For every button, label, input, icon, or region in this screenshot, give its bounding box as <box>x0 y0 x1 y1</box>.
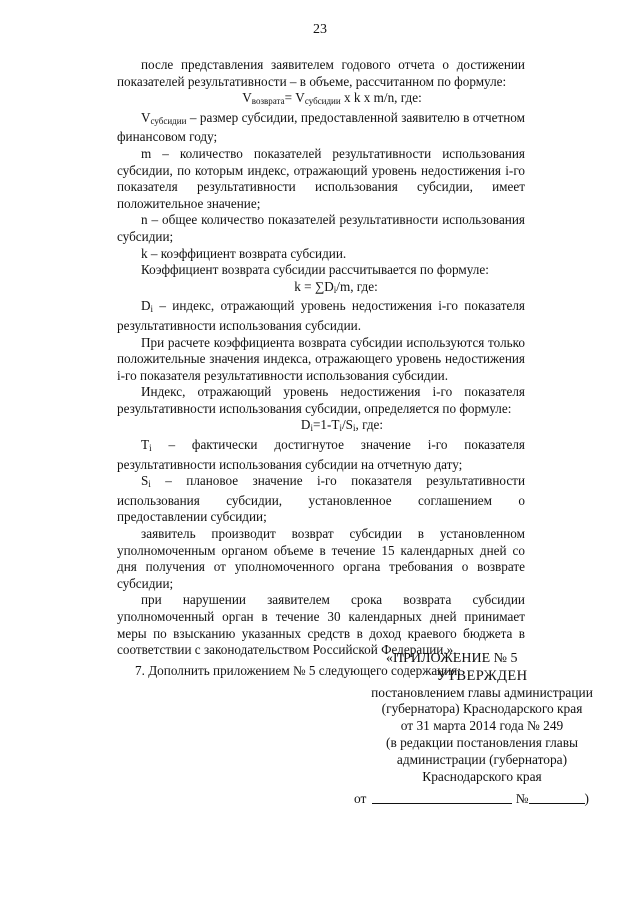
approved-heading: УТВЕРЖДЕН <box>436 667 528 684</box>
appendix-title: «ПРИЛОЖЕНИЕ № 5 <box>386 651 518 666</box>
definition-d: $D_i$ – индекс, отражающий уровень недостижения i-го показателя результативности использования субсидии. <box>117 298 525 333</box>
formula-index: $D_i=1-T_i/S_i$, где: <box>300 417 384 434</box>
appendix-header-block <box>342 651 622 822</box>
definition-k: k – коэффициент возврата субсидии. <box>141 245 347 261</box>
page-number: 23 <box>313 22 327 37</box>
appendix-line: от 31 марта 2014 года № 249 <box>400 718 564 734</box>
paragraph-positive-values: При расчете коэффициента возврата субсидии используются только положительные значения индекса, отражающего уровень недостижения i-го показателя результативности использования субсидии. <box>117 334 525 383</box>
close-paren: ) <box>584 791 589 807</box>
definition-n: n – общее количество показателей результативности использования субсидии; <box>117 212 525 244</box>
paragraph-violation-measures: при нарушении заявителем срока возврата субсидии уполномоченный орган в течение 30 календарных дней принимает меры по взысканию указанных средств в доход краевого бюджета в соответствии с законодательством Российской Федерации.». <box>117 592 525 658</box>
appendix-line: администрации (губернатора) <box>396 751 568 767</box>
definition-v-subsidy: $V_{субсидии}$ – размер субсидии, предоставленной заявителю в отчетном финансовом году; <box>117 109 525 145</box>
paragraph-coefficient-formula-intro: Коэффициент возврата субсидии рассчитывается по формуле: <box>141 262 489 278</box>
formula-coefficient: $k = \sum D_i/m$, где: <box>294 278 378 295</box>
definition-s: $S_i$ – плановое значение i-го показателя результативности использования субсидии, установленное соглашением о предоставлении субсидии; <box>117 473 525 525</box>
date-blank-field <box>372 791 512 804</box>
paragraph-index-formula-intro: Индекс, отражающий уровень недостижения i-го показателя результативности использования субсидии, определяется по формуле: <box>117 384 525 416</box>
paragraph-annual-report: после представления заявителем годового отчета о достижении показателей результативности – в объеме, рассчитанном по формуле: <box>117 57 525 89</box>
definition-m: m – количество показателей результативности использования субсидии, по которым индекс, отражающий уровень недостижения i-го показателя результативности использования субсидии, имеет положительное значение; <box>117 145 525 211</box>
appendix-line: (в редакции постановления главы <box>385 734 579 750</box>
document-body <box>117 57 525 679</box>
date-number-line <box>342 791 622 808</box>
paragraph-return-deadline: заявитель производит возврат субсидии в установленном уполномоченным органом объеме в течение 15 календарных дней со дня получения от уполномоченного органа требования о возврате субсидии; <box>117 526 525 591</box>
appendix-line: (губернатора) Краснодарского края <box>381 701 583 717</box>
appendix-line: постановлением главы администрации <box>371 684 593 700</box>
number-sign: № <box>515 791 529 807</box>
appendix-line: Краснодарского края <box>422 768 542 784</box>
paragraph-item-7: 7. Дополнить приложением № 5 следующего содержания: <box>135 662 462 678</box>
formula-return-volume: $V_{возврата}= V_{субсидии}$ x k x m/n, где: <box>242 90 422 107</box>
definition-t: $T_i$ – фактически достигнутое значение i-го показателя результативности использования субсидии на отчетную дату; <box>117 437 525 472</box>
date-prefix: от <box>354 791 367 807</box>
number-blank-field <box>529 791 585 804</box>
